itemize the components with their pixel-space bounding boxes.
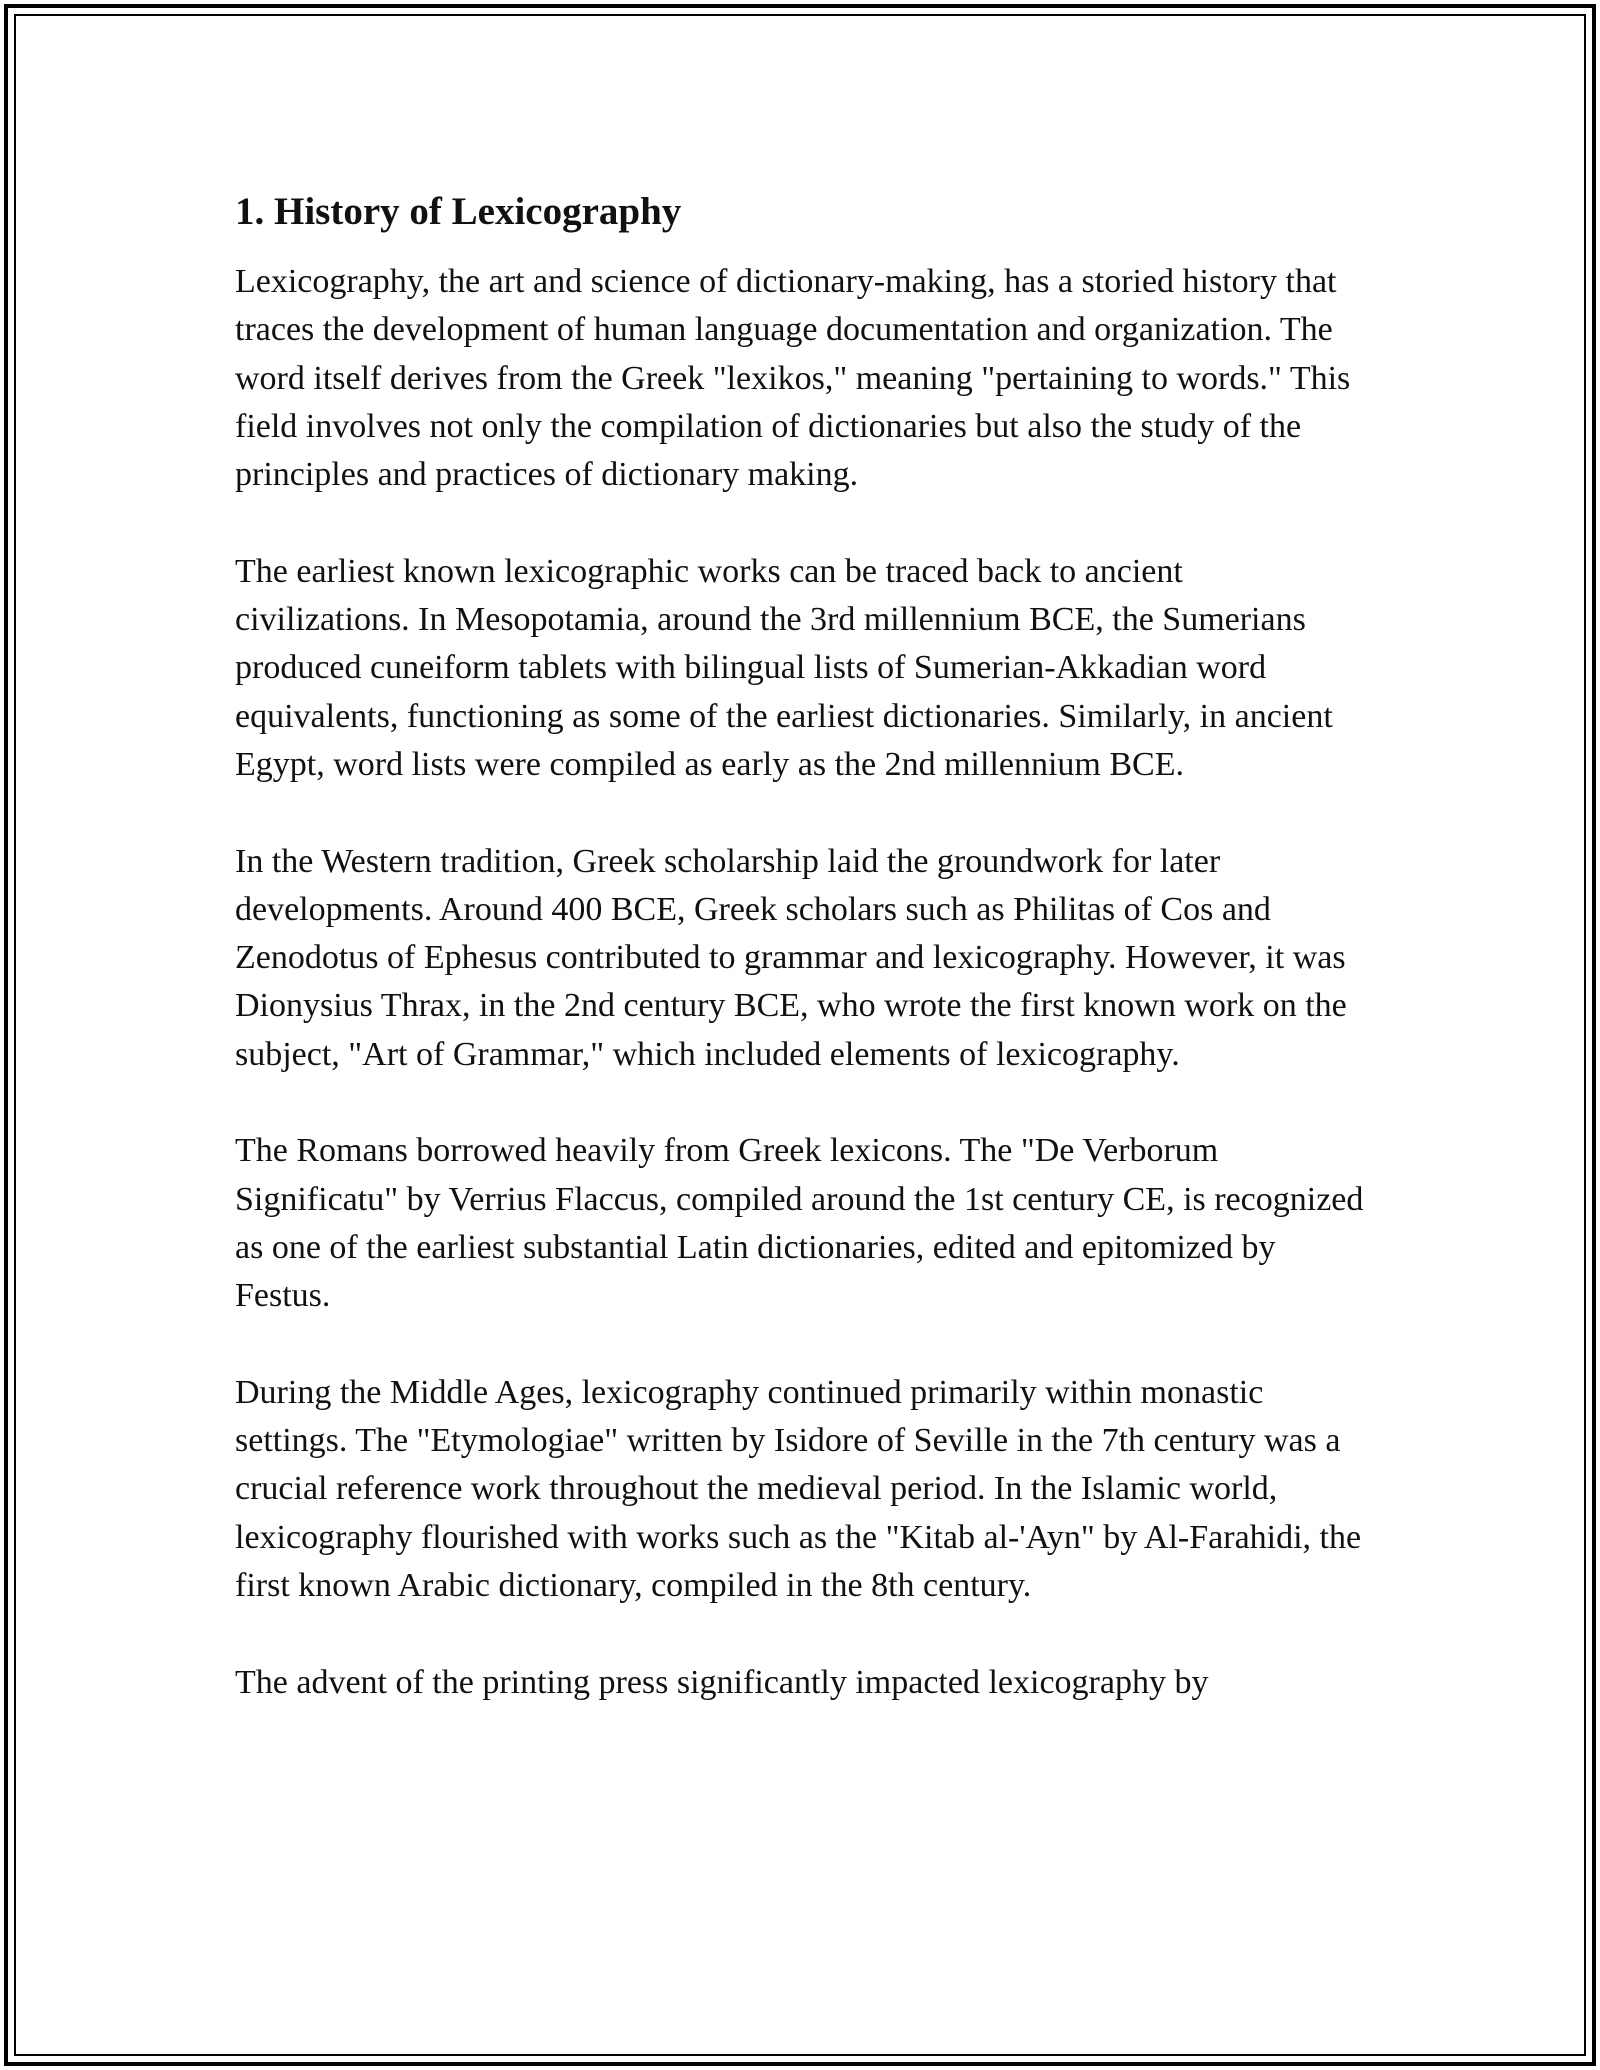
document-body (235, 188, 1365, 1755)
paragraph-romans: The Romans borrowed heavily from Greek lexicons. The "De Verborum Significatu" by Verrius Flaccus, compiled around the 1st century CE, is recognized as one of the earliest substantial Latin dictionaries, edited and epitomized by Festus. (235, 1132, 1364, 1315)
paragraph-printing-press: The advent of the printing press significantly impacted lexicography by (235, 1663, 1209, 1701)
paragraph-ancient-civilizations: The earliest known lexicographic works can be traced back to ancient civilizations. In Mesopotamia, around the 3rd millennium BCE, the Sumerians produced cuneiform tablets with bilingual lists of Sumerian-Akkadian word equivalents, functioning as some of the earliest dictionaries. Similarly, in ancient Egypt, word lists were compiled as early as the 2nd millennium BCE. (235, 552, 1333, 783)
section-heading: 1. History of Lexicography (235, 190, 682, 233)
paragraph-middle-ages: During the Middle Ages, lexicography continued primarily within monastic settings. The "Etymologiae" written by Isidore of Seville in the 7th century was a crucial reference work throughout the medieval period. In the Islamic world, lexicography flourished with works such as the "Kitab al-'Ayn" by Al-Farahidi, the first known Arabic dictionary, compiled in the 8th century. (235, 1373, 1362, 1605)
paragraph-greek-scholarship: In the Western tradition, Greek scholarship laid the groundwork for later developments. Around 400 BCE, Greek scholars such as Philitas of Cos and Zenodotus of Ephesus contributed to grammar and lexicography. However, it was Dionysius Thrax, in the 2nd century BCE, who wrote the first known work on the subject, "Art of Grammar," which included elements of lexicography. (235, 842, 1347, 1073)
paragraph-intro: Lexicography, the art and science of dictionary-making, has a storied history that traces the development of human language documentation and organization. The word itself derives from the Greek "lexikos," meaning "pertaining to words." This field involves not only the compilation of dictionaries but also the study of the principles and practices of dictionary making. (235, 263, 1351, 494)
